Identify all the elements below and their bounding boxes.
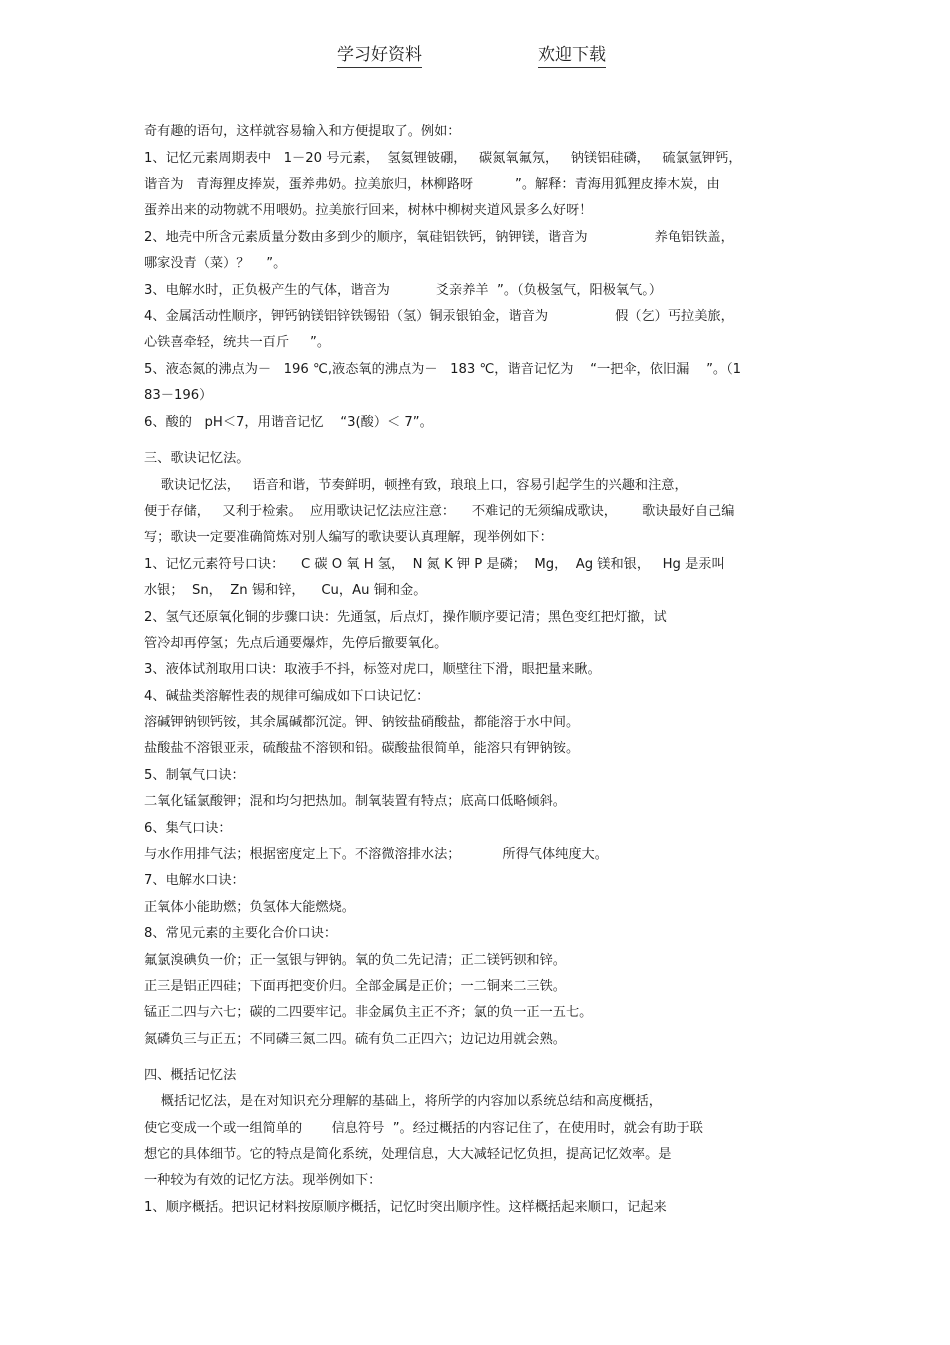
- text-line: 一种较为有效的记忆方法。现举例如下：: [144, 1173, 382, 1188]
- text-line: 1、记忆元素周期表中 1－20 号元素， 氢氦锂铍硼， 碳氮氧氟氖， 钠镁铝硅磷， 硫氯氩钾钙，: [144, 151, 742, 166]
- text-line: 3、液体试剂取用口诀：取液手不抖，标签对虎口，顺壁往下滑，眼把量来瞅。: [144, 662, 601, 677]
- text-line: 1、记忆元素符号口诀： C 碳 O 氧 H 氢， N 氮 K 钾 P 是磷； Mg， Ag 镁和银， Hg 是汞叫: [144, 557, 725, 572]
- text-line: 氮磷负三与正五；不同磷三氮二四。硫有负二正四六；边记边用就会熟。: [144, 1032, 566, 1047]
- text-line: 管冷却再停氢；先点后通要爆炸，先停后撤要氧化。: [144, 636, 448, 651]
- header-left-title: 学习好资料: [337, 40, 422, 68]
- text-line: 使它变成一个或一组简单的 信息符号 ”。经过概括的内容记住了，在使用时，就会有助于联: [144, 1121, 703, 1136]
- text-line: 蛋养出来的动物就不用喂奶。拉美旅行回来，树林中柳树夹道风景多么好呀！: [144, 203, 593, 218]
- text-line: 哪家没青（菜）？ ”。: [144, 256, 287, 271]
- text-line: 歌诀记忆法， 语音和谐，节奏鲜明，顿挫有致，琅琅上口，容易引起学生的兴趣和注意，: [144, 478, 688, 493]
- text-line: 4、金属活动性顺序，钾钙钠镁铝锌铁锡铅（氢）铜汞银铂金，谐音为 假（乞）丐拉美旅，: [144, 309, 734, 324]
- text-line: 1、顺序概括。把识记材料按原顺序概括，记忆时突出顺序性。这样概括起来顺口，记起来: [144, 1200, 667, 1215]
- text-line: 8、常见元素的主要化合价口诀：: [144, 926, 338, 941]
- text-line: 正氧体小能助燃；负氢体大能燃烧。: [144, 900, 355, 915]
- text-line: 奇有趣的语句，这样就容易输入和方便提取了。例如：: [144, 124, 461, 139]
- text-line: 概括记忆法，是在对知识充分理解的基础上，将所学的内容加以系统总结和高度概括，: [144, 1094, 662, 1109]
- section-heading: 三、歌诀记忆法。: [144, 451, 250, 466]
- text-line: 谐音为 青海狸皮捧炭，蛋养弗奶。拉美旅归，林柳路呀 ”。解释：青海用狐狸皮捧木炭，由: [144, 177, 720, 192]
- text-line: 写；歌诀一定要准确简炼对别人编写的歌诀要认真理解，现举例如下：: [144, 530, 553, 545]
- text-line: 6、集气口诀：: [144, 821, 232, 836]
- text-line: 4、碱盐类溶解性表的规律可编成如下口诀记忆：: [144, 689, 430, 704]
- text-line: 氟氯溴碘负一价；正一氢银与钾钠。氧的负二先记清；正二镁钙钡和锌。: [144, 953, 566, 968]
- text-line: 5、液态氮的沸点为－ 196 ℃,液态氧的沸点为－ 183 ℃，谐音记忆为 “一把伞，依旧漏 ”。（1: [144, 362, 742, 377]
- text-line: 2、地壳中所含元素质量分数由多到少的顺序，氧硅铝铁钙，钠钾镁，谐音为 养龟铝铁盖，: [144, 230, 734, 245]
- text-line: 2、氢气还原氧化铜的步骤口诀：先通氢，后点灯，操作顺序要记清；黑色变红把灯撤，试: [144, 610, 667, 625]
- text-line: 7、电解水口诀：: [144, 873, 245, 888]
- text-line: 3、电解水时，正负极产生的气体，谐音为 爻亲养羊 ”。（负极氢气，阳极氧气。）: [144, 283, 663, 298]
- text-line: 与水作用排气法；根据密度定上下。不溶微溶排水法； 所得气体纯度大。: [144, 847, 608, 862]
- text-line: 便于存储， 又利于检索。 应用歌诀记忆法应注意： 不难记的无须编成歌诀， 歌诀最好自己编: [144, 504, 735, 519]
- text-line: 正三是铝正四硅；下面再把变价归。全部金属是正价；一二铜来二三铁。: [144, 979, 566, 994]
- text-line: 6、酸的 pH＜7，用谐音记忆 “3(酸）＜ 7”。: [144, 415, 433, 430]
- section-heading: 四、概括记忆法: [144, 1068, 237, 1083]
- text-line: 盐酸盐不溶银亚汞，硫酸盐不溶钡和铅。碳酸盐很简单，能溶只有钾钠铵。: [144, 741, 580, 756]
- text-line: 83－196）: [144, 388, 213, 403]
- text-line: 二氧化锰氯酸钾；混和均匀把热加。制氧装置有特点；底高口低略倾斜。: [144, 794, 566, 809]
- header-right-title: 欢迎下载: [538, 40, 606, 68]
- text-line: 锰正二四与六七；碳的二四要牢记。非金属负主正不齐；氯的负一正一五七。: [144, 1005, 593, 1020]
- text-line: 想它的具体细节。它的特点是简化系统，处理信息，大大减轻记忆负担，提高记忆效率。是: [144, 1147, 672, 1162]
- text-line: 5、制氧气口诀：: [144, 768, 245, 783]
- text-line: 水银； Sn， Zn 锡和锌， Cu，Au 铜和金。: [144, 583, 427, 598]
- text-line: 溶碱钾钠钡钙铵，其余属碱都沉淀。钾、钠铵盐硝酸盐，都能溶于水中间。: [144, 715, 580, 730]
- text-line: 心铁喜牵轻，统共一百斤 ”。: [144, 335, 331, 350]
